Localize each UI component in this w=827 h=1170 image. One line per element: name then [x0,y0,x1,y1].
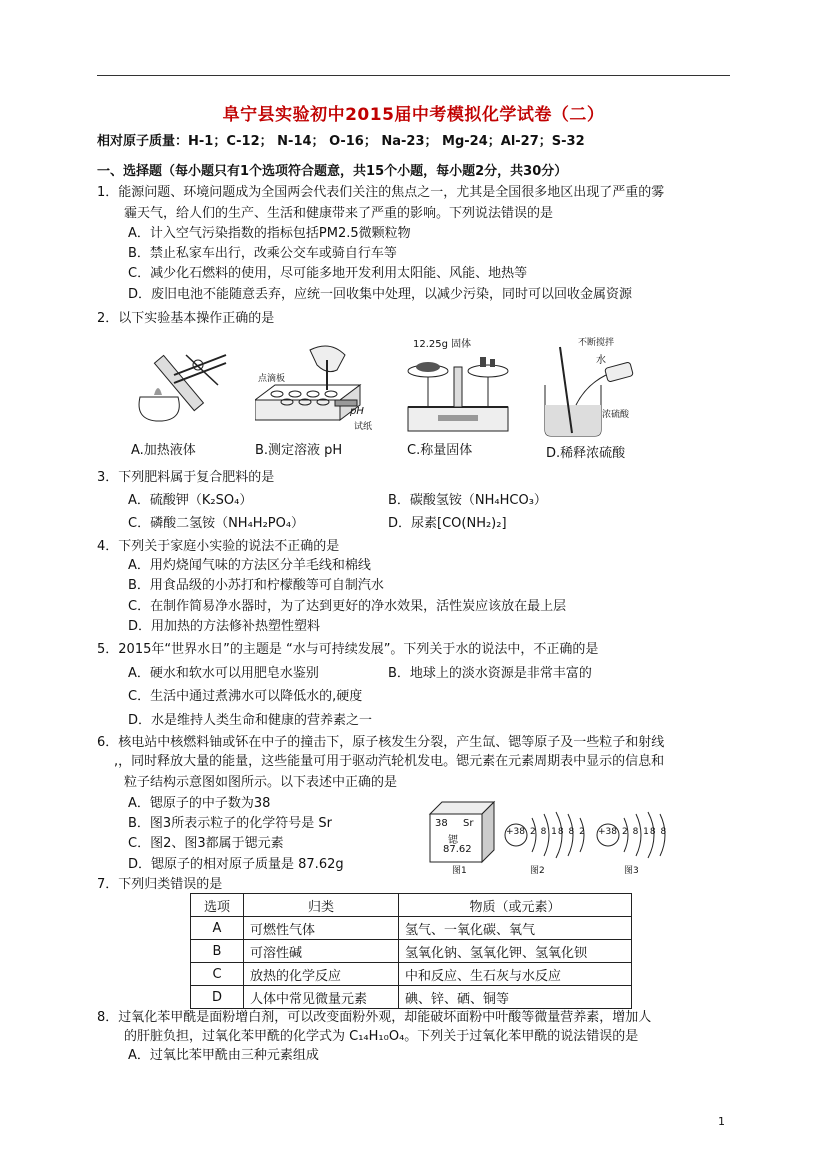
table-cell: A [191,917,244,940]
fig3-shells: 2 8 18 8 [622,827,668,837]
plate-label: 点滴板 [258,374,286,384]
table-header-row [191,894,632,917]
q6-option-b: B．图3所表示粒子的化学符号是 Sr [128,816,332,831]
section-heading: 一、选择题（每小题只有1个选项符合题意，共15个小题，每小题2分，共30分） [97,164,568,179]
dilution-figure [540,345,650,440]
tile-symbol: Sr [463,818,474,829]
q6-stem-line1: 6．核电站中核燃料铀或钚在中子的撞击下，原子核发生分裂，产生氙、锶等原子及一些粒子和射线 [97,735,665,750]
table-cell: C [191,963,244,986]
q7-stem: 7．下列归类错误的是 [97,877,223,892]
q3-option-b: B．碳酸氢铵（NH₄HCO₃） [388,493,547,508]
table-row [191,917,632,940]
q5-option-d: D．水是维持人类生命和健康的营养素之一 [128,713,373,728]
table-header-cell: 选项 [191,894,244,917]
fig2-label: 图2 [530,866,545,876]
table-header-cell: 物质（或元素） [399,894,632,917]
q4-stem: 4．下列关于家庭小实验的说法不正确的是 [97,539,340,554]
stir-label: 不断搅拌 [578,338,615,348]
q5-stem: 5．2015年“世界水日”的主题是 “水与可持续发展”。下列关于水的说法中，不正确的是 [97,642,599,657]
acid-label: 浓硫酸 [602,410,630,420]
heating-liquid-figure [128,335,238,435]
fig2-shells: 2 8 18 8 2 [530,827,586,837]
fig3-nucleus: +38 [598,827,617,837]
table-row [191,986,632,1009]
q3-option-c: C．磷酸二氢铵（NH₄H₂PO₄） [128,516,305,531]
q2-caption-d: D.稀释浓硫酸 [546,446,626,461]
solid-label: 12.25g 固体 [413,339,472,350]
page-title: 阜宁县实验初中2015届中考模拟化学试卷（二） [222,105,605,125]
table-cell: 碘、锌、硒、铜等 [399,986,632,1009]
q5-option-b: B．地球上的淡水资源是非常丰富的 [388,666,592,681]
q1-option-b: B．禁止私家车出行，改乘公交车或骑自行车等 [128,246,397,261]
atomic-mass-line: 相对原子质量：H-1；C-12； N-14； O-16； Na-23； Mg-24；Al-27；S-32 [97,134,585,149]
table-cell: 氢氧化钠、氢氧化钾、氢氧化钡 [399,940,632,963]
q4-option-a: A．用灼烧闻气味的方法区分羊毛线和棉线 [128,558,371,573]
q2-caption-a: A.加热液体 [131,443,196,458]
table-row [191,963,632,986]
q4-option-b: B．用食品级的小苏打和柠檬酸等可自制汽水 [128,578,384,593]
table-cell: 人体中常见微量元素 [244,986,399,1009]
tile-name: 锶 [448,835,458,846]
ph-paper-label: 试纸 [354,422,373,432]
water-label: 水 [596,355,606,366]
q8-stem-line1: 8．过氧化苯甲酰是面粉增白剂，可以改变面粉外观，却能破坏面粉中叶酸等微量营养素，增加人 [97,1010,652,1025]
classification-table [190,893,632,1009]
table-row [191,940,632,963]
ph-label: pH [350,406,364,417]
table-cell: 中和反应、生石灰与水反应 [399,963,632,986]
q6-option-c: C．图2、图3都属于锶元素 [128,836,284,851]
q4-option-c: C．在制作简易净水器时，为了达到更好的净水效果，活性炭应该放在最上层 [128,599,567,614]
header-rule [97,75,730,76]
table-cell: 可溶性碱 [244,940,399,963]
page-number: 1 [718,1115,725,1128]
q1-stem-line1: 1．能源问题、环境问题成为全国两会代表们关注的焦点之一，尤其是全国很多地区出现了严重的雾 [97,185,665,200]
table-cell: D [191,986,244,1009]
q6-option-a: A．锶原子的中子数为38 [128,796,271,811]
table-header-cell: 归类 [244,894,399,917]
q6-stem-line2: ,，同时释放大量的能量，这些能量可用于驱动汽轮机发电。锶元素在元素周期表中显示的信息和 [114,754,665,769]
q2-caption-b: B.测定溶液 pH [255,443,343,458]
fig1-label: 图1 [452,866,467,876]
q6-stem-line3: 粒子结构示意图如图所示。以下表述中正确的是 [124,775,398,790]
q8-option-a: A．过氧比苯甲酰由三种元素组成 [128,1048,319,1063]
q2-caption-c: C.称量固体 [407,443,473,458]
q5-option-a: A．硬水和软水可以用肥皂水鉴别 [128,666,319,681]
q4-option-d: D．用加热的方法修补热塑性塑料 [128,619,321,634]
q3-option-d: D．尿素[CO(NH₂)₂] [388,516,507,531]
q1-option-a: A．计入空气污染指数的指标包括PM2.5微颗粒物 [128,226,411,241]
fig3-label: 图3 [624,866,639,876]
table-cell: B [191,940,244,963]
table-cell: 氢气、一氧化碳、氧气 [399,917,632,940]
q3-stem: 3．下列肥料属于复合肥料的是 [97,470,275,485]
table-cell: 可燃性气体 [244,917,399,940]
q1-option-c: C．减少化石燃料的使用，尽可能多地开发利用太阳能、风能、地热等 [128,266,528,281]
tile-atomic-number: 38 [435,818,448,829]
q8-stem-line2: 的肝脏负担，过氧化苯甲酰的化学式为 C₁₄H₁₀O₄。下列关于过氧化苯甲酰的说法错误的是 [124,1029,639,1044]
tile-mass: 87.62 [443,844,472,855]
q6-option-d: D．锶原子的相对原子质量是 87.62g [128,857,344,872]
q3-option-a: A．硫酸钾（K₂SO₄） [128,493,253,508]
q1-stem-line2: 霾天气，给人们的生产、生活和健康带来了严重的影响。下列说法错误的是 [124,206,554,221]
q2-stem: 2．以下实验基本操作正确的是 [97,311,275,326]
table-cell: 放热的化学反应 [244,963,399,986]
fig2-nucleus: +38 [506,827,525,837]
q5-option-c: C．生活中通过煮沸水可以降低水的,硬度 [128,689,363,704]
balance-figure [398,345,518,435]
q1-option-d: D．废旧电池不能随意丢弃，应统一回收集中处理，以减少污染，同时可以回收金属资源 [128,287,633,302]
